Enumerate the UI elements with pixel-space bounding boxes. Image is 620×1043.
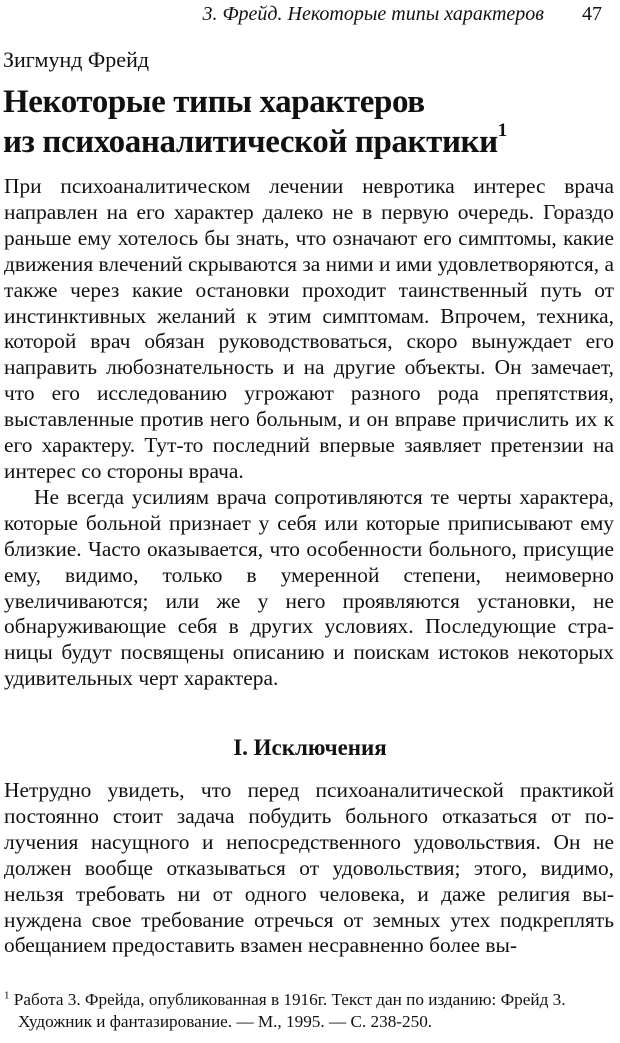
footnote-line-1 [4, 989, 614, 1011]
article-title-line-2-text: из психоаналитической практики [3, 124, 498, 160]
section-heading: I. Исключения [233, 735, 387, 760]
article-title-line-1: Некоторые типы характеров [3, 84, 425, 120]
footnote [4, 989, 614, 1033]
footnote-line-1-text: Работа 3. Фрейда, опубликованная в 1916г. Текст дан по изданию: Фрейд 3. [13, 990, 566, 1009]
section-paragraph-1: Нетрудно увидеть, что перед психоаналитической практикой постоянно стоит задача побудить больного отказаться от получения насущного и непосредственного удовольствия. Он не должен вообще отказываться от удовольствия; этого, видимо, нельзя требовать ни от одного человека, и даже религия вынуждена свое требование отречься от земных утех подкреплять обещанием предоставить взамен несравненно более вы- [4, 778, 614, 958]
intro-paragraph-2: Не всегда усилиям врача сопротивляются те черты характера, которые больной признает у себя или которые приписывают ему близкие. Часто оказывается, что особенности больного, присущие ему, видимо, только в умеренной степени, неимоверно увеличиваются; или же у него проявляются установки, не обнаруживающие себя в других условиях. Последующие страницы будут посвящены описанию и поискам истоков некоторых удивительных черт характера. [4, 484, 614, 691]
running-header [0, 1, 620, 27]
intro-text [4, 174, 614, 692]
section-text [4, 778, 614, 959]
article-title [3, 82, 613, 162]
running-header-title: 3. Фрейд. Некоторые типы характеров [202, 3, 544, 25]
footnote-line-2: Художник и фантазирование. — М., 1995. — С. 238-250. [18, 1012, 433, 1031]
title-footnote-marker: 1 [497, 120, 507, 141]
author-name: Зигмунд Фрейд [3, 47, 150, 72]
intro-paragraph-1: При психоаналитическом лечении невротика интерес врача направлен на его характер далеко не в первую очередь. Гораздо раньше ему хотелось бы знать, что означают его симптомы, какие движения влечений скрываются за ними и ими удовлетворяются, а также через какие остановки проходит таинственный путь от инстинктивных желаний к этим симптомам. Впрочем, техника, которой врач обязан руководствоваться, скоро вынуждает его направить любознательность и на другие объекты. Он замечает, что его исследованию угрожают разного рода препятствия, выставленные против него больным, и он вправе причислить их к его характеру. Тут-то последний впервые заявляет претензии на интерес со стороны врача. [4, 174, 614, 483]
footnote-marker: 1 [4, 989, 10, 1002]
article-title-line-2 [3, 122, 613, 162]
page-number: 47 [582, 3, 602, 25]
